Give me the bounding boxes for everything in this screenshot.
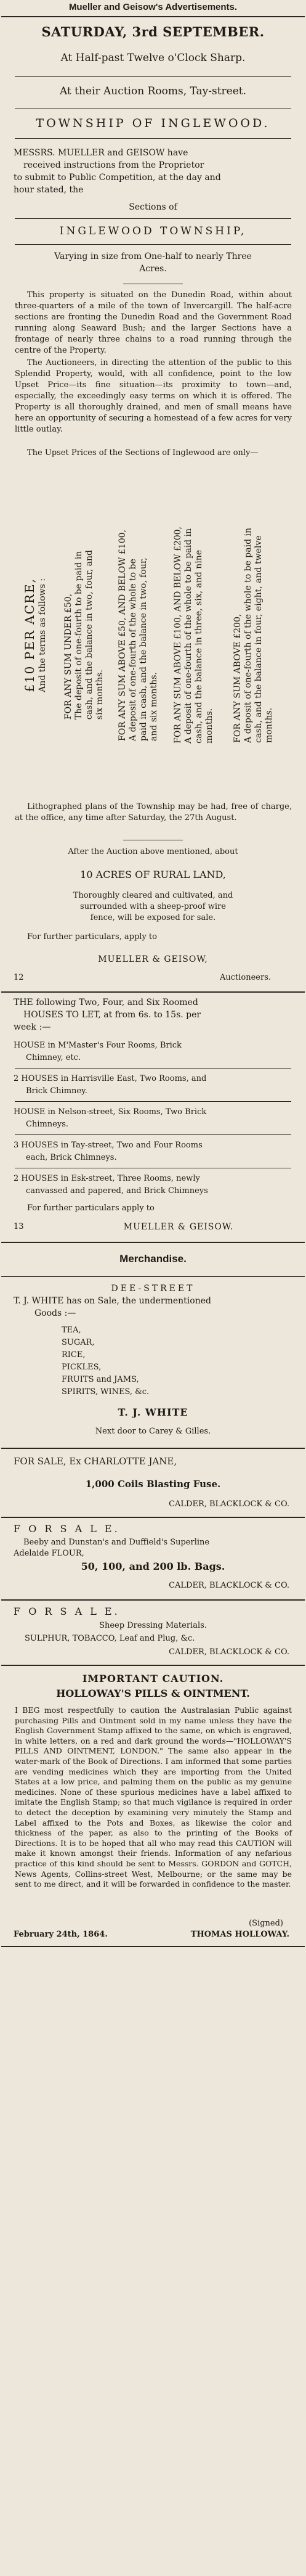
price-main: FOR ANY SUM UNDER £50, <box>63 594 73 720</box>
price-main: FOR ANY SUM ABOVE £200, <box>233 613 243 743</box>
intro-line: received instructions from the Proprietor <box>23 160 204 170</box>
sale1-line: FOR SALE, Ex CHARLOTTE JANE, <box>14 1456 177 1467</box>
price-sub: And the terms as follows : <box>37 578 47 692</box>
sale-time: At Half-past Twelve o'Clock Sharp. <box>60 52 246 64</box>
sale2-sign: CALDER, BLACKLOCK & CO. <box>169 1581 289 1590</box>
price-main: FOR ANY SUM ABOVE £100, AND BELOW £200, <box>173 527 183 744</box>
white-line: Goods :— <box>34 1308 76 1318</box>
white-item: SPIRITS, WINES, &c. <box>62 1387 150 1397</box>
sale-place: At their Auction Rooms, Tay-street. <box>59 85 247 97</box>
rural-desc: fence, will be exposed for sale. <box>90 913 216 922</box>
white-item: PICKLES, <box>62 1363 102 1372</box>
price-sub: and six months. <box>149 671 159 741</box>
sale3-line: SULPHUR, TOBACCO, Leaf and Plug, &c. <box>25 1634 195 1643</box>
block-rule <box>1 1448 305 1449</box>
white-address: Next door to Carey & Gilles. <box>95 1427 211 1436</box>
house-item: canvassed and papered, and Brick Chimneys <box>26 1186 208 1196</box>
sale2-line: Beeby and Dunstan's and Duffield's Superline <box>23 1538 210 1547</box>
block-rule <box>1 1599 305 1601</box>
price-sub: cash, and the balance in three, six, and nine <box>194 549 204 744</box>
price-sub: A deposit of one-fourth of the whole to be paid in <box>183 528 193 744</box>
sale2-title: F O R S A L E. <box>14 1523 120 1535</box>
block-rule <box>1 991 305 993</box>
price-sub: paid in cash, and the balance in two, four, <box>139 557 148 741</box>
house-item: Chimneys. <box>26 1120 69 1129</box>
price-column-5 <box>229 481 278 789</box>
header-rule <box>1 16 305 17</box>
houses-sign-name: MUELLER & GEISOW. <box>123 1222 234 1232</box>
rural-desc: surrounded with a sheep-proof wire <box>80 902 226 911</box>
price-column-3 <box>117 481 160 789</box>
intro-line: hour stated, the <box>14 185 84 195</box>
intro-line: MESSRS. MUELLER and GEISOW have <box>14 148 188 158</box>
divider <box>15 138 291 139</box>
price-column-2 <box>63 481 106 789</box>
house-item: 2 HOUSES in Harrisville East, Two Rooms, and <box>14 1074 207 1083</box>
divider <box>15 1068 291 1069</box>
signature-name: MUELLER & GEISOW, <box>98 954 208 964</box>
price-sub: cash, and the balance in four, eight, and twelve <box>254 535 264 743</box>
price-column-1 <box>16 481 53 789</box>
township-title: TOWNSHIP OF INGLEWOOD. <box>36 117 270 130</box>
after-sale: After the Auction above mentioned, about <box>68 847 238 856</box>
sale2-line: 50, 100, and 200 lb. Bags. <box>81 1561 225 1572</box>
price-sub: The deposit of one-fourth to be paid in <box>74 551 84 720</box>
houses-further: For further particulars apply to <box>27 1204 155 1213</box>
house-item: Chimney, etc. <box>26 1053 81 1062</box>
house-item: 3 HOUSES in Tay-street, Two and Four Rooms <box>14 1141 203 1150</box>
divider <box>15 1101 291 1102</box>
acres: Acres. <box>139 264 167 274</box>
rural-land: 10 ACRES OF RURAL LAND, <box>80 869 226 880</box>
house-item: HOUSE in M'Master's Four Rooms, Brick <box>14 1041 182 1050</box>
divider <box>15 76 291 77</box>
signature-num: 12 <box>14 973 24 982</box>
white-item: FRUITS and JAMS, <box>62 1375 139 1384</box>
further-particulars: For further particulars, apply to <box>27 932 157 941</box>
intro-line: to submit to Public Competition, at the day and <box>14 173 221 183</box>
sale2-line: Adelaide FLOUR, <box>14 1549 84 1558</box>
houses-intro: week :— <box>14 1022 51 1032</box>
block-rule <box>1 1946 305 1947</box>
houses-sign-num: 13 <box>14 1222 24 1231</box>
sale3-sign: CALDER, BLACKLOCK & CO. <box>169 1647 289 1657</box>
divider <box>15 244 291 245</box>
lithographed-paragraph: Lithographed plans of the Township may be had, free of charge, at the office, any time after Saturday, the 27th August. <box>15 802 292 822</box>
caution-signed: (Signed) <box>249 1919 283 1928</box>
merchandise-header: Merchandise. <box>119 1253 187 1265</box>
sections-of: Sections of <box>129 202 177 212</box>
upset-prices: The Upset Prices of the Sections of Inglewood are only— <box>27 448 259 457</box>
header-rule <box>1 1276 305 1277</box>
varying-size: Varying in size from One-half to nearly Three <box>54 252 252 261</box>
house-item: each, Brick Chimneys. <box>26 1153 117 1162</box>
white-street: DEE-STREET <box>111 1284 195 1294</box>
sale3-title: F O R S A L E. <box>14 1606 120 1617</box>
house-item: Brick Chimney. <box>26 1086 87 1096</box>
white-item: SUGAR, <box>62 1338 95 1347</box>
houses-intro: THE following Two, Four, and Six Roomed <box>14 998 198 1007</box>
house-item: HOUSE in Nelson-street, Six Rooms, Two Brick <box>14 1107 207 1117</box>
sale1-line: 1,000 Coils Blasting Fuse. <box>85 1479 221 1490</box>
block-rule <box>1 1242 305 1243</box>
price-sub: months. <box>264 707 274 743</box>
price-sub: A deposit of one-fourth of the whole to be paid in <box>243 527 253 743</box>
house-item: 2 HOUSES in Esk-street, Three Rooms, newly <box>14 1174 200 1183</box>
white-item: RICE, <box>62 1350 86 1360</box>
caution-date: February 24th, 1864. <box>14 1930 108 1939</box>
white-line: T. J. WHITE has on Sale, the undermentioned <box>14 1296 211 1306</box>
white-name: T. J. WHITE <box>118 1406 188 1418</box>
signature-title: Auctioneers. <box>219 973 271 982</box>
divider <box>15 1134 291 1135</box>
sale-date: SATURDAY, 3rd SEPTEMBER. <box>41 24 265 39</box>
price-column-4 <box>172 481 215 789</box>
price-sub: A deposit of one-fourth of the whole to be <box>128 558 138 741</box>
price-sub: months. <box>204 708 214 744</box>
price-sub: cash, and the balance in two, four, and <box>84 550 94 720</box>
caution-body: I BEG most respectfully to caution the Australasian Public against purchasing Pills and Ointment sold in my name unless they have the English Government Stamp affixed to the same, on which is engraved, in white letters, on a red and dark ground the words—"HOLLOWAY'S PILLS AND OINTMENT, LONDON." The same also appear in the water-mark of the Book of Directions. I am informed that some parties are vending medicines which they are importing from the United States at a low price, and palming them on the public as my genuine medicines. None of these spurious medicines have a label affixed to imitate the English Stamp; so that much vigilance is required in order to detect the deception by examining very minutely the Stamp and Label affixed to the Pots and Boxes, as likewise the color and thickness of the paper, as also to the printing of the Books of Directions. It is to be hoped that all who may read this CAUTION will make it known amongst their friends. Information of any nefarious practice of this kind should be sent to Messrs. GORDON and GOTCH, News Agents, Collins-street West, Melbourne; or the same may be sent to me direct, and it will be forwarded in confidence to the master. <box>15 1705 292 1889</box>
sale1-sign: CALDER, BLACKLOCK & CO. <box>169 1499 289 1509</box>
block-rule <box>1 1517 305 1518</box>
price-sub: six months. <box>95 670 105 720</box>
white-item: TEA, <box>62 1326 81 1335</box>
township-name: INGLEWOOD TOWNSHIP, <box>59 225 247 237</box>
caution-title: HOLLOWAY'S PILLS & OINTMENT. <box>56 1688 250 1699</box>
property-paragraph: This property is situated on the Dunedin Road, within about three-quarters of a mile of the town of Invercargill. The half-acre sections are fronting the Dunedin Road and the Government Road running along Seaward Bush; and the larger Sections have a frontage of nearly three chains to a road running through the centre of the Property. <box>15 290 292 355</box>
price-main: £10 PER ACRE, <box>22 578 37 692</box>
auctioneers-paragraph: The Auctioneers, in directing the attention of the public to this Splendid Property, would, with all confidence, point to the low Upset Price—its fine situation—its proximity to town—and, especially, the exceedingly easy terms on which it is offered. The Property is all thoroughly drained, and men of small means have here an opportunity of securing a homestead of a few acres for very little outlay. <box>15 358 292 434</box>
rural-desc: Thoroughly cleared and cultivated, and <box>73 891 233 900</box>
block-rule <box>1 1665 305 1666</box>
page-remainder <box>0 1948 306 2576</box>
caution-title: IMPORTANT CAUTION. <box>82 1673 224 1684</box>
price-main: FOR ANY SUM ABOVE £50, AND BELOW £100, <box>118 529 127 741</box>
divider <box>15 218 291 219</box>
section-header: Mueller and Geisow's Advertisements. <box>68 2 238 12</box>
sale3-line: Sheep Dressing Materials. <box>99 1621 207 1630</box>
caution-name: THOMAS HOLLOWAY. <box>190 1930 289 1939</box>
houses-intro: HOUSES TO LET, at from 6s. to 15s. per <box>23 1010 201 1020</box>
